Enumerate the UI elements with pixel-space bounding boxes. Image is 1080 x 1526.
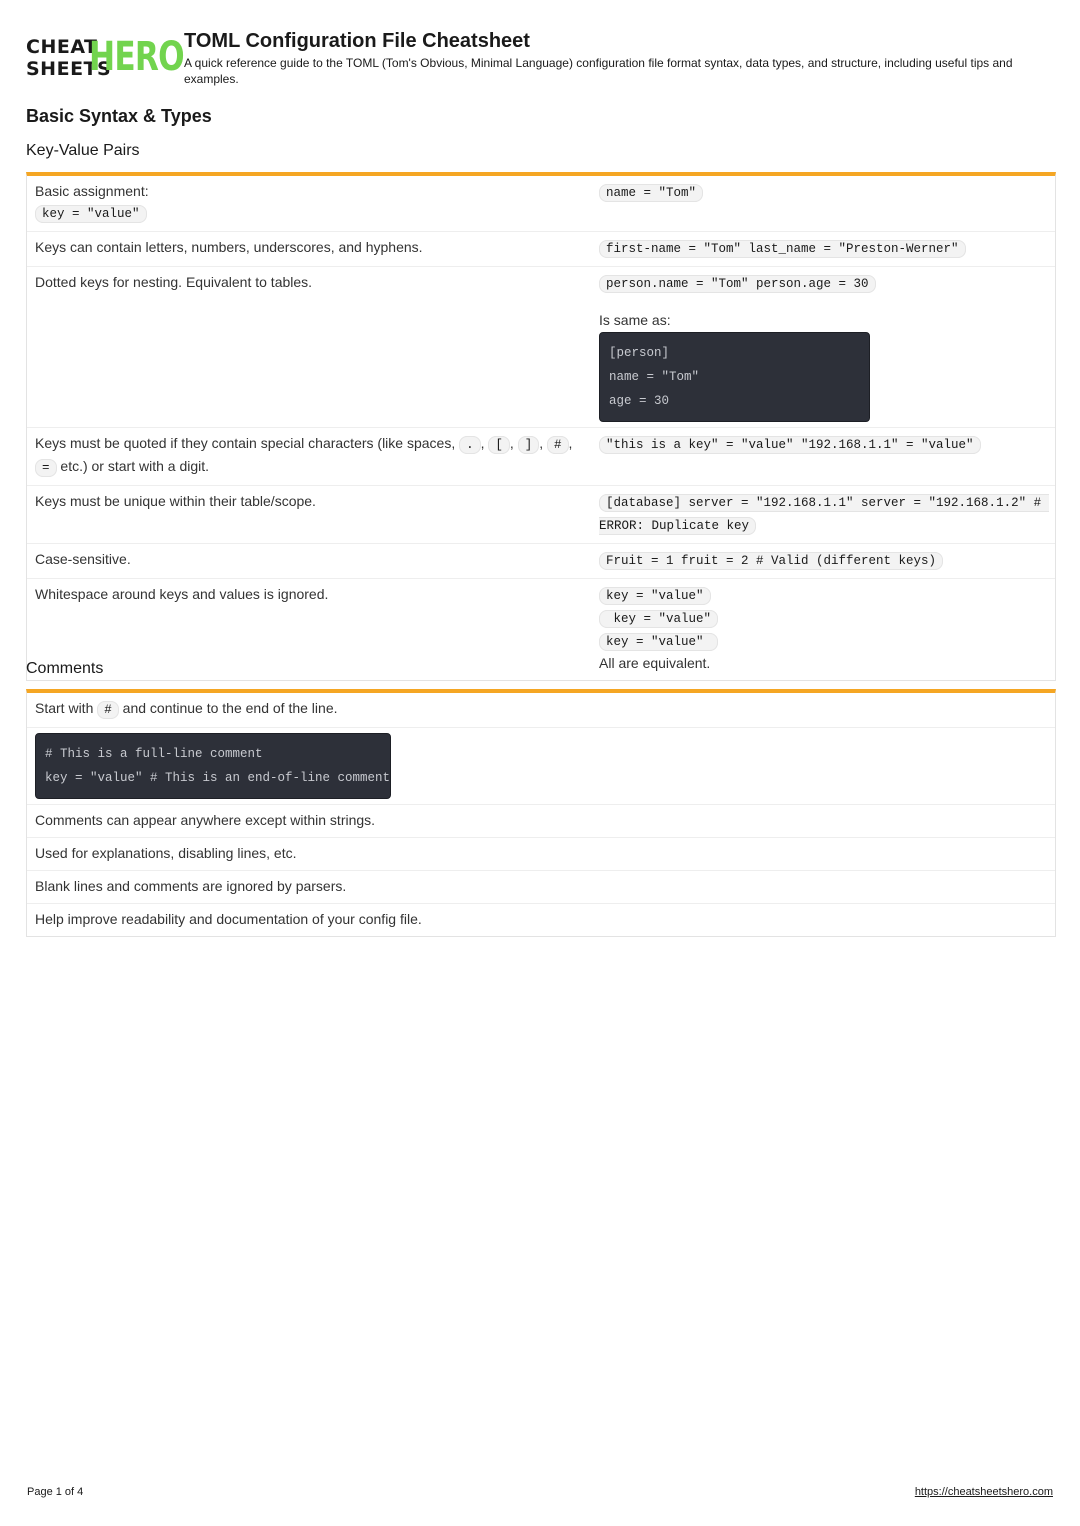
page-header	[26, 30, 1056, 90]
table-row	[27, 267, 1055, 428]
cheatsheetshero-logo[interactable]	[26, 34, 184, 82]
code-snippet: =	[35, 459, 57, 477]
site-link[interactable]: https://cheatsheetshero.com	[914, 1486, 1053, 1498]
row-text: Help improve readability and documentation of your config file.	[35, 911, 422, 927]
code-snippet: first-name = "Tom" last_name = "Preston-Werner"	[599, 240, 966, 258]
row-text: Blank lines and comments are ignored by parsers.	[35, 878, 347, 894]
table-row	[27, 904, 1055, 936]
page-title: TOML Configuration File Cheatsheet	[184, 30, 530, 52]
table-row	[27, 544, 1055, 579]
code-snippet: [	[488, 436, 510, 454]
code-snippet: key = "value"	[35, 205, 147, 223]
row-text: Used for explanations, disabling lines, etc.	[35, 845, 297, 861]
logo-hero-text: HERO	[89, 34, 184, 80]
table-row	[27, 805, 1055, 838]
row-text: etc.) or start with a digit.	[60, 458, 210, 474]
row-text: Comments can appear anywhere except within strings.	[35, 812, 376, 828]
table-row	[27, 871, 1055, 904]
table-row	[27, 838, 1055, 871]
logo-sheets-text: SHEETS	[26, 58, 112, 80]
table-row	[27, 579, 1055, 680]
row-text: Keys can contain letters, numbers, underscores, and hyphens.	[35, 239, 423, 255]
code-line: name = "Tom"	[609, 370, 700, 384]
code-line: age = 30	[609, 394, 670, 408]
code-block	[35, 733, 391, 799]
code-snippet: key = "value"	[599, 610, 718, 628]
comments-table	[26, 689, 1056, 937]
section-title: Basic Syntax & Types	[26, 106, 212, 126]
page-number: Page 1 of 4	[27, 1486, 84, 1498]
row-text: Dotted keys for nesting. Equivalent to tables.	[35, 274, 313, 290]
table-row: Keys must be quoted if they contain special characters (like spaces, . , [ , ] , # , = etc.) or start with a digit. "this is a key" = "value" "192.168.1.1" = "value"	[27, 428, 1055, 486]
code-snippet: name = "Tom"	[599, 184, 703, 202]
code-snippet: #	[547, 436, 569, 454]
logo-cheat-text: CHEAT	[26, 36, 98, 58]
code-snippet: ]	[518, 436, 540, 454]
row-text: Start with	[35, 700, 94, 716]
code-line: [person]	[609, 346, 670, 360]
table-row	[27, 486, 1055, 544]
page-subtitle: A quick reference guide to the TOML (Tom's Obvious, Minimal Language) configuration file format syntax, data types, and structure, including useful tips and examples.	[184, 56, 1013, 86]
row-text: Basic assignment:	[35, 183, 149, 199]
table-row	[27, 728, 1055, 805]
code-snippet: .	[459, 436, 481, 454]
code-line: key = "value" # This is an end-of-line comment	[45, 771, 391, 785]
comments-heading: Comments	[26, 660, 104, 677]
code-line: # This is a full-line comment	[45, 747, 263, 761]
row-text: Keys must be unique within their table/scope.	[35, 493, 316, 509]
equivalence-note: All are equivalent.	[599, 655, 711, 671]
table-row	[27, 693, 1055, 728]
table-row	[27, 232, 1055, 267]
kv-table	[26, 172, 1056, 681]
row-text: Keys must be quoted if they contain special characters (like spaces,	[35, 435, 456, 451]
code-snippet: key = "value"	[599, 633, 718, 651]
code-snippet: Fruit = 1 fruit = 2 # Valid (different keys)	[599, 552, 943, 570]
table-row	[27, 176, 1055, 232]
row-text: and continue to the end of the line.	[122, 700, 338, 716]
code-snippet: "this is a key" = "value" "192.168.1.1" = "value"	[599, 436, 981, 454]
code-snippet: [database] server = "192.168.1.1" server = "192.168.1.2" # ERROR: Duplicate key	[599, 496, 1049, 533]
code-snippet: #	[97, 701, 119, 719]
row-text: Case-sensitive.	[35, 551, 131, 567]
code-snippet: key = "value"	[599, 587, 711, 605]
code-snippet: person.name = "Tom" person.age = 30	[599, 275, 876, 293]
row-text: Whitespace around keys and values is ignored.	[35, 586, 329, 602]
kv-heading: Key-Value Pairs	[26, 142, 140, 159]
code-block	[599, 332, 870, 422]
same-as-label: Is same as:	[599, 312, 671, 328]
